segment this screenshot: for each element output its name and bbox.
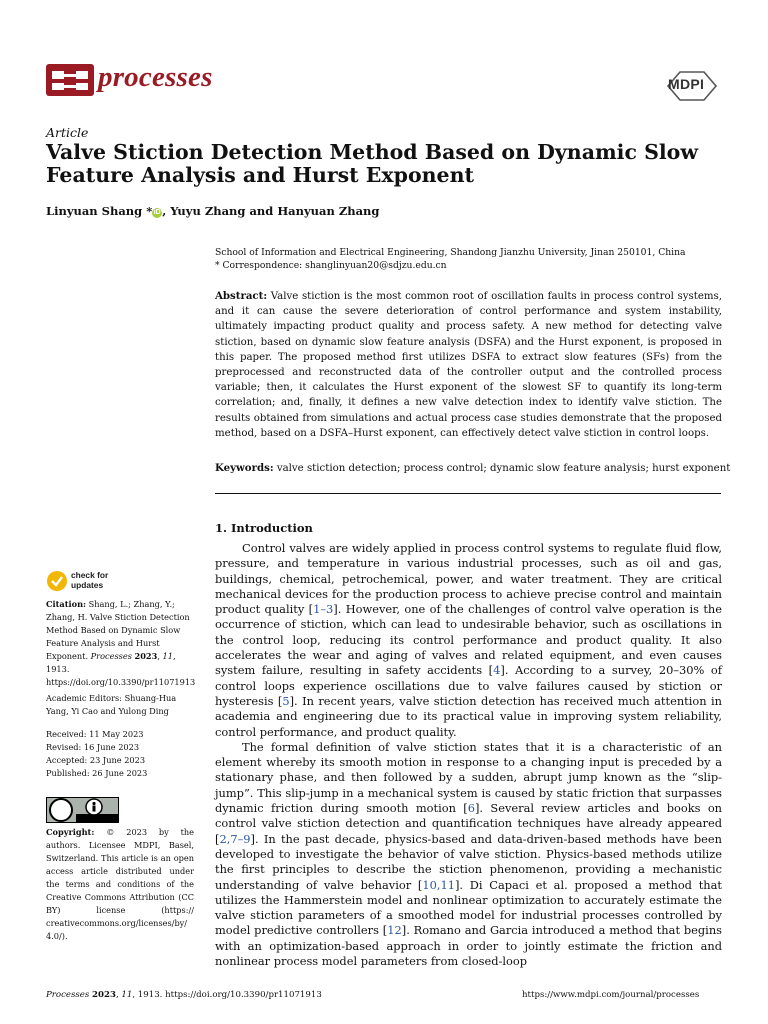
citation-link[interactable]: 4 xyxy=(493,663,501,678)
footer-journal-url[interactable]: https://www.mdpi.com/journal/processes xyxy=(522,990,700,1000)
introduction-body xyxy=(215,541,722,969)
article-type: Article xyxy=(46,125,89,140)
citation-link[interactable]: 12 xyxy=(387,923,402,938)
citation-link[interactable]: 5 xyxy=(282,693,290,708)
cc-by-license-icon[interactable] xyxy=(46,797,119,823)
other-authors: , Yuyu Zhang and Hanyuan Zhang xyxy=(162,204,380,218)
journal-name: processes xyxy=(98,61,213,93)
first-author: Linyuan Shang * xyxy=(46,204,153,218)
citation-block: Citation: Shang, L.; Zhang, Y.; Zhang, H. Valve Stiction Detection Method Based on Dynamic Slow Feature Analysis and Hurst Exponent. Processes 2023, 11, 1913. https://doi.org/10.3390/pr11071913 xyxy=(46,599,196,687)
footer-citation: Processes 2023, 11, 1913. https://doi.org/10.3390/pr11071913 xyxy=(46,990,322,1000)
citation-link[interactable]: 10,11 xyxy=(422,877,455,892)
check-for-updates-icon[interactable] xyxy=(46,570,68,592)
citation-link[interactable]: 1–3 xyxy=(313,602,334,617)
keywords-label: Keywords: xyxy=(215,462,274,474)
check-for-updates-label[interactable]: check for updates xyxy=(71,570,109,590)
paragraph: The formal definition of valve stiction states that it is a characteristic of an element whereby its smooth motion in response to a changing input is preceded by a stationary phase, and then followed by a sudden, abrupt jump known as the “slip-jump”. This slip-jump in a mechanical system is caused by static friction that surpasses dynamic friction during smooth motion [6]. Several review articles and books on control valve stiction detection and quantification techniques have already appeared [2,7–9]. In the past decade, physics-based and data-driven-based methods have been developed to investigate the behavior of valve stiction. Physics-based methods utilize the first principles to describe the stiction phenomenon, providing a mechanistic understanding of valve behavior [10,11]. Di Capaci et al. proposed a method that utilizes the Hammerstein model and nonlinear optimization to accurately estimate the valve stiction parameters of a smoothed model for industrial processes controlled by model predictive controllers [12]. Romano and Garcia introduced a method that begins with an optimization-based approach in order to jointly estimate the friction and nonlinear process model parameters from closed-loop xyxy=(215,739,723,969)
divider xyxy=(215,493,721,494)
author-list xyxy=(46,204,379,218)
keywords xyxy=(215,461,735,476)
correspondence-line: * Correspondence: shanglinyuan20@sdjzu.edu.cn xyxy=(215,260,447,271)
affiliation xyxy=(215,246,686,272)
processes-logo-icon xyxy=(46,62,94,98)
abstract-label: Abstract: xyxy=(215,290,268,302)
citation-link[interactable]: 2,7–9 xyxy=(219,831,251,846)
citation-link[interactable]: 6 xyxy=(467,801,475,816)
orcid-icon[interactable]: iD xyxy=(153,209,161,216)
affiliation-line: School of Information and Electrical Engineering, Shandong Jianzhu University, Jinan 250101, China xyxy=(215,247,686,258)
section-heading: 1. Introduction xyxy=(215,521,313,535)
copyright-notice: Copyright: © 2023 by the authors. Licensee MDPI, Basel, Switzerland. This article is an open access article distributed under the terms and conditions of the Creative Commons Attribution (CC BY) license (https:// creativecommons.org/licenses/by/ 4.0/). xyxy=(46,827,195,941)
publisher-name: MDPI xyxy=(668,76,705,92)
academic-editors: Academic Editors: Shuang-Hua Yang, Yi Cao and Yulong Ding xyxy=(46,693,177,716)
paragraph: Control valves are widely applied in process control systems to regulate fluid flow, pressure, and temperature in various industrial processes, such as oil and gas, buildings, chemical, petrochemical, power, and water treatment. They are critical mechanical devices for the production process to achieve precise control and maintain product quality [1–3]. However, one of the challenges of control valve operation is the occurrence of stiction, which can lead to undesirable behavior, such as oscillations in the control loop, reducing its control performance and product quality. It also accelerates the wear and aging of valves and related equipment, and even causes system failure, resulting in safety accidents [4]. According to a survey, 20–30% of control loops experience oscillations due to valve failures caused by stiction or hysteresis [5]. In recent years, valve stiction detection has received much attention in academia and engineering due to its practical value in improving system reliability, control performance, and product quality. xyxy=(215,541,723,739)
abstract-text: Valve stiction is the most common root of oscillation faults in process control systems, and it can cause the severe deterioration of control performance and system instability, ultimately impacting product quality and process safety. A new method for detecting valve stiction, based on dynamic slow feature analysis (DSFA) and the Hurst exponent, is proposed in this paper. The proposed method first utilizes DSFA to extract slow features (SFs) from the preprocessed and reconstructed data of the controller output and the controlled process variable; then, it calculates the Hurst exponent of the slowest SF to quantify its long-term correlation; and, finally, it defines a new valve detection index to identify valve stiction. The results obtained from simulations and actual process case studies demonstrate that the proposed method, based on a DSFA–Hurst exponent, can effectively detect valve stiction in control loops. xyxy=(215,291,722,439)
article-title: Valve Stiction Detection Method Based on Dynamic Slow Feature Analysis and Hurst Exponent xyxy=(46,140,699,187)
publication-dates: Received: 11 May 2023 Revised: 16 June 2023 Accepted: 23 June 2023 Published: 26 June 2023 xyxy=(46,729,148,778)
keywords-text: valve stiction detection; process control; dynamic slow feature analysis; hurst exponent xyxy=(276,463,731,474)
abstract xyxy=(215,289,722,441)
